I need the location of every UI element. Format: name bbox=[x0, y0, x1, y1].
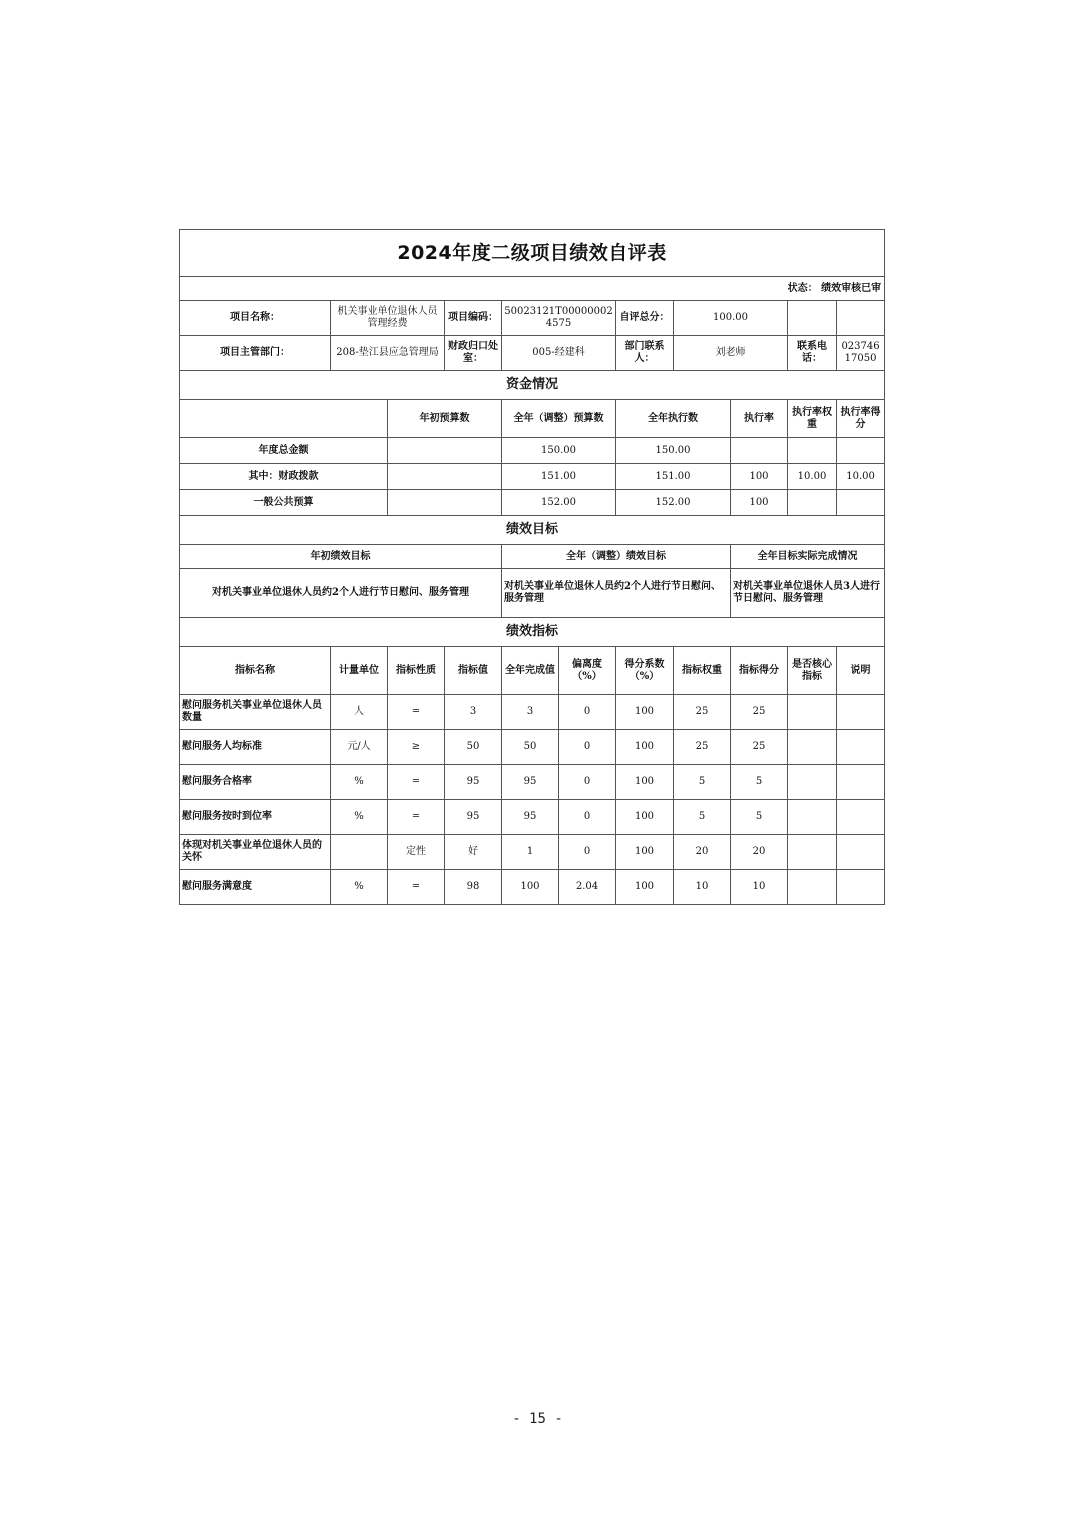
indicator-header: 说明 bbox=[837, 647, 885, 695]
indicator-cell: 100 bbox=[616, 800, 674, 835]
indicator-cell: 2.04 bbox=[559, 870, 616, 905]
indicator-cell: 50 bbox=[445, 730, 502, 765]
funds-cell bbox=[388, 464, 502, 490]
info-row bbox=[180, 336, 885, 371]
indicator-cell: 0 bbox=[559, 835, 616, 870]
goal-adjusted: 对机关事业单位退休人员约2个人进行节日慰问、服务管理 bbox=[502, 569, 731, 618]
indicator-name: 慰问服务满意度 bbox=[180, 870, 331, 905]
indicator-cell bbox=[837, 695, 885, 730]
funds-cell: 150.00 bbox=[502, 438, 616, 464]
indicator-cell: 100 bbox=[502, 870, 559, 905]
indicator-cell: 5 bbox=[674, 800, 731, 835]
funds-cell: 一般公共预算 bbox=[180, 490, 388, 516]
funds-cell: 年度总金额 bbox=[180, 438, 388, 464]
indicator-cell bbox=[837, 870, 885, 905]
indicator-cell: 98 bbox=[445, 870, 502, 905]
indicator-cell: 25 bbox=[674, 695, 731, 730]
indicator-row bbox=[180, 765, 885, 800]
goals-header: 全年目标实际完成情况 bbox=[731, 545, 885, 569]
indicator-cell: 定性 bbox=[388, 835, 445, 870]
funds-header: 执行率得分 bbox=[837, 400, 885, 438]
indicator-header: 指标性质 bbox=[388, 647, 445, 695]
funds-cell: 150.00 bbox=[616, 438, 731, 464]
indicator-cell: = bbox=[388, 765, 445, 800]
indicator-header: 指标权重 bbox=[674, 647, 731, 695]
indicator-header: 得分系数（%） bbox=[616, 647, 674, 695]
indicator-header: 指标名称 bbox=[180, 647, 331, 695]
funds-header-row bbox=[180, 400, 885, 438]
indicator-name: 慰问服务机关事业单位退休人员数量 bbox=[180, 695, 331, 730]
project-code: 50023121T000000024575 bbox=[502, 301, 616, 336]
funds-cell bbox=[837, 490, 885, 516]
indicator-cell bbox=[788, 870, 837, 905]
empty-cell bbox=[788, 301, 837, 336]
indicator-cell: 100 bbox=[616, 765, 674, 800]
indicator-cell bbox=[788, 695, 837, 730]
funds-header: 执行率权重 bbox=[788, 400, 837, 438]
indicator-row bbox=[180, 835, 885, 870]
indicator-cell: 0 bbox=[559, 800, 616, 835]
info-row bbox=[180, 301, 885, 336]
funds-cell: 100 bbox=[731, 464, 788, 490]
funds-row bbox=[180, 490, 885, 516]
indicator-header: 指标值 bbox=[445, 647, 502, 695]
funds-cell bbox=[731, 438, 788, 464]
indicator-cell bbox=[788, 730, 837, 765]
indicator-cell: 1 bbox=[502, 835, 559, 870]
funds-cell: 100 bbox=[731, 490, 788, 516]
indicator-cell bbox=[837, 765, 885, 800]
indicator-cell: = bbox=[388, 870, 445, 905]
indicator-cell: = bbox=[388, 695, 445, 730]
indicator-cell: 5 bbox=[731, 765, 788, 800]
indicator-cell: 100 bbox=[616, 695, 674, 730]
status-text: 状态： 绩效审核已审 bbox=[180, 277, 885, 301]
funds-header bbox=[180, 400, 388, 438]
indicator-cell: 95 bbox=[445, 765, 502, 800]
phone: 02374617050 bbox=[837, 336, 885, 371]
indicator-row bbox=[180, 800, 885, 835]
indicator-name: 慰问服务人均标准 bbox=[180, 730, 331, 765]
indicator-header: 是否核心指标 bbox=[788, 647, 837, 695]
project-name: 机关事业单位退休人员管理经费 bbox=[331, 301, 445, 336]
finance-office-label: 财政归口处室： bbox=[445, 336, 502, 371]
goals-section-title: 绩效目标 bbox=[180, 516, 885, 545]
indicator-cell bbox=[788, 765, 837, 800]
indicator-cell: 10 bbox=[674, 870, 731, 905]
funds-header: 全年执行数 bbox=[616, 400, 731, 438]
goals-header: 年初绩效目标 bbox=[180, 545, 502, 569]
indicator-row bbox=[180, 870, 885, 905]
phone-label: 联系电话： bbox=[788, 336, 837, 371]
funds-cell: 151.00 bbox=[502, 464, 616, 490]
self-score-label: 自评总分： bbox=[616, 301, 674, 336]
funds-cell: 其中：财政拨款 bbox=[180, 464, 388, 490]
project-name-label: 项目名称： bbox=[180, 301, 331, 336]
funds-section-title: 资金情况 bbox=[180, 371, 885, 400]
self-score: 100.00 bbox=[674, 301, 788, 336]
funds-cell bbox=[388, 490, 502, 516]
funds-cell: 10.00 bbox=[788, 464, 837, 490]
goals-row bbox=[180, 569, 885, 618]
performance-self-evaluation-table bbox=[179, 229, 885, 905]
indicator-name: 慰问服务按时到位率 bbox=[180, 800, 331, 835]
indicator-cell: 10 bbox=[731, 870, 788, 905]
indicator-cell: % bbox=[331, 870, 388, 905]
indicator-cell: 元/人 bbox=[331, 730, 388, 765]
dept: 208-垫江县应急管理局 bbox=[331, 336, 445, 371]
project-code-label: 项目编码： bbox=[445, 301, 502, 336]
funds-cell: 152.00 bbox=[616, 490, 731, 516]
indicator-cell: 25 bbox=[731, 695, 788, 730]
indicator-cell: = bbox=[388, 800, 445, 835]
indicator-cell: 好 bbox=[445, 835, 502, 870]
goals-header: 全年（调整）绩效目标 bbox=[502, 545, 731, 569]
funds-header: 执行率 bbox=[731, 400, 788, 438]
contact-label: 部门联系人： bbox=[616, 336, 674, 371]
contact: 刘老师 bbox=[674, 336, 788, 371]
indicators-header-row bbox=[180, 647, 885, 695]
indicators-section-title: 绩效指标 bbox=[180, 618, 885, 647]
funds-cell: 151.00 bbox=[616, 464, 731, 490]
funds-header: 年初预算数 bbox=[388, 400, 502, 438]
indicator-cell bbox=[788, 800, 837, 835]
indicator-cell: 5 bbox=[674, 765, 731, 800]
indicator-cell: 95 bbox=[502, 800, 559, 835]
indicator-cell: 0 bbox=[559, 695, 616, 730]
indicator-cell: 0 bbox=[559, 765, 616, 800]
indicator-cell: 95 bbox=[502, 765, 559, 800]
indicator-cell: 95 bbox=[445, 800, 502, 835]
indicator-cell: 100 bbox=[616, 730, 674, 765]
indicator-header: 全年完成值 bbox=[502, 647, 559, 695]
indicator-cell: 3 bbox=[502, 695, 559, 730]
dept-label: 项目主管部门： bbox=[180, 336, 331, 371]
indicator-cell: 0 bbox=[559, 730, 616, 765]
indicator-cell: 25 bbox=[674, 730, 731, 765]
indicator-cell: 50 bbox=[502, 730, 559, 765]
indicator-cell: 100 bbox=[616, 870, 674, 905]
funds-row bbox=[180, 438, 885, 464]
indicator-cell: 20 bbox=[674, 835, 731, 870]
indicator-cell: 人 bbox=[331, 695, 388, 730]
indicator-cell bbox=[837, 835, 885, 870]
indicator-cell bbox=[837, 800, 885, 835]
goals-header-row bbox=[180, 545, 885, 569]
indicator-cell: % bbox=[331, 800, 388, 835]
goal-initial: 对机关事业单位退休人员约2个人进行节日慰问、服务管理 bbox=[180, 569, 502, 618]
table-title: 2024年度二级项目绩效自评表 bbox=[180, 230, 885, 277]
indicator-header: 指标得分 bbox=[731, 647, 788, 695]
indicator-cell: 3 bbox=[445, 695, 502, 730]
indicator-cell: 5 bbox=[731, 800, 788, 835]
indicator-cell bbox=[837, 730, 885, 765]
indicator-cell: 20 bbox=[731, 835, 788, 870]
funds-cell bbox=[788, 438, 837, 464]
indicator-cell: 100 bbox=[616, 835, 674, 870]
funds-cell bbox=[388, 438, 502, 464]
funds-cell bbox=[788, 490, 837, 516]
funds-header: 全年（调整）预算数 bbox=[502, 400, 616, 438]
page-number: - 15 - bbox=[512, 1411, 563, 1427]
finance-office: 005-经建科 bbox=[502, 336, 616, 371]
indicator-name: 慰问服务合格率 bbox=[180, 765, 331, 800]
indicator-cell bbox=[788, 835, 837, 870]
indicator-header: 偏离度（%） bbox=[559, 647, 616, 695]
indicator-row bbox=[180, 730, 885, 765]
indicator-header: 计量单位 bbox=[331, 647, 388, 695]
indicator-cell: 25 bbox=[731, 730, 788, 765]
indicator-cell: ≥ bbox=[388, 730, 445, 765]
funds-cell: 152.00 bbox=[502, 490, 616, 516]
empty-cell bbox=[837, 301, 885, 336]
indicator-cell: % bbox=[331, 765, 388, 800]
indicator-name: 体现对机关事业单位退休人员的关怀 bbox=[180, 835, 331, 870]
funds-cell: 10.00 bbox=[837, 464, 885, 490]
funds-row bbox=[180, 464, 885, 490]
goal-actual: 对机关事业单位退休人员3人进行节日慰问、服务管理 bbox=[731, 569, 885, 618]
indicator-row bbox=[180, 695, 885, 730]
funds-cell bbox=[837, 438, 885, 464]
indicator-cell bbox=[331, 835, 388, 870]
